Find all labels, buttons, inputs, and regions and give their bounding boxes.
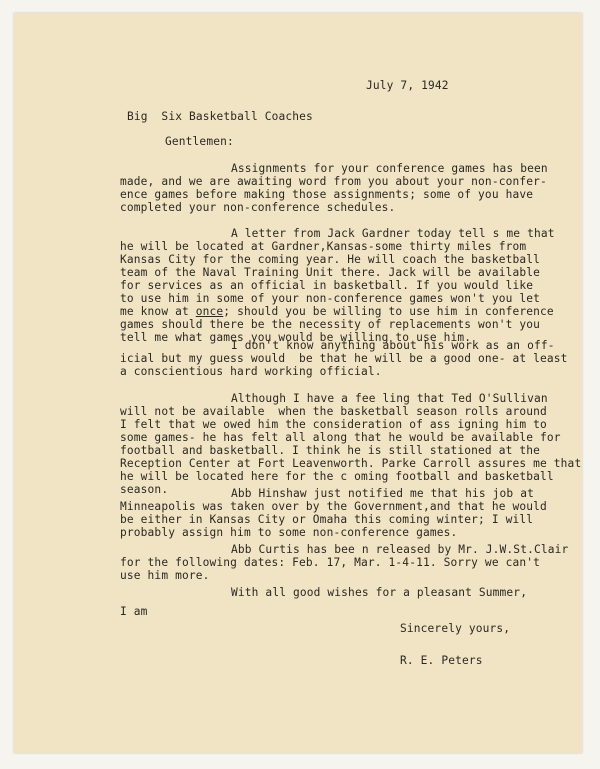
paragraph-line: for services as an official in basketball. If you would like bbox=[120, 279, 534, 292]
paragraph-line: some games- he has felt all along that he would be available for bbox=[120, 431, 561, 444]
paragraph-line: be either in Kansas City or Omaha this coming winter; I will bbox=[120, 513, 534, 526]
paragraph-3 bbox=[120, 339, 568, 378]
paragraph-line: made, and we are awaiting word from you about your non-confer- bbox=[120, 175, 547, 188]
paragraph-line: Abb Hinshaw just notified me that his job at bbox=[231, 487, 534, 500]
paragraph-line: Assignments for your conference games has been bbox=[231, 162, 548, 175]
paragraph-line: Abb Curtis has bee n released by Mr. J.W.St.Clair bbox=[231, 543, 569, 556]
paragraph-line: he will be located at Gardner,Kansas-some thirty miles from bbox=[120, 240, 527, 253]
paragraph-2 bbox=[120, 227, 554, 344]
paragraph-line: I felt that we owed him the consideration of ass igning him to bbox=[120, 418, 547, 431]
paragraph-line: A letter from Jack Gardner today tell s me that bbox=[231, 227, 555, 240]
paragraph-7 bbox=[120, 586, 528, 599]
paragraph-line: Minneapolis was taken over by the Government,and that he would bbox=[120, 500, 547, 513]
paragraph-4 bbox=[120, 392, 581, 496]
paragraph-line: Although I have a fee ling that Ted O'Sullivan bbox=[231, 392, 548, 405]
paragraph-line: Reception Center at Fort Leavenworth. Parke Carroll assures me that bbox=[120, 457, 582, 470]
paragraph-1 bbox=[120, 162, 547, 214]
paragraph-line: games should there be the necessity of replacements won't you bbox=[120, 318, 541, 331]
paragraph-line: icial but my guess would be that he will be a good one- at least bbox=[120, 352, 568, 365]
underlined-word: once bbox=[195, 305, 224, 318]
paragraph-6 bbox=[120, 543, 569, 582]
paragraph-line: I don't know anything about his work as an off- bbox=[231, 339, 555, 352]
paragraph-line bbox=[120, 305, 554, 318]
paragraph-line: use him more. bbox=[120, 569, 210, 582]
signature: R. E. Peters bbox=[400, 654, 483, 667]
closing-start: I am bbox=[120, 605, 148, 618]
paragraph-5 bbox=[120, 487, 547, 539]
paragraph-line: team of the Naval Training Unit there. Jack will be available bbox=[120, 266, 541, 279]
paragraph-line: to use him in some of your non-conference games won't you let bbox=[120, 292, 541, 305]
letter-page bbox=[14, 13, 582, 753]
paragraph-line: probably assign him to some non-conference games. bbox=[120, 526, 458, 539]
paragraph-line: completed your non-conference schedules. bbox=[120, 201, 396, 214]
letter-date: July 7, 1942 bbox=[366, 79, 449, 92]
paragraph-line: season. bbox=[120, 483, 169, 496]
paragraph-line: With all good wishes for a pleasant Summer, bbox=[231, 586, 528, 599]
paragraph-line: Kansas City for the coming year. He will coach the basketball bbox=[120, 253, 541, 266]
paragraph-line: for the following dates: Feb. 17, Mar. 1-4-11. Sorry we can't bbox=[120, 556, 541, 569]
paragraph-line-start: me know at bbox=[120, 305, 189, 318]
salutation: Gentlemen: bbox=[165, 135, 234, 148]
paragraph-line-end: ; should you be willing to use him in conference bbox=[223, 305, 554, 318]
paragraph-line: will not be available when the basketball season rolls around bbox=[120, 405, 547, 418]
paragraph-line: football and basketball. I think he is still stationed at the bbox=[120, 444, 541, 457]
closing: Sincerely yours, bbox=[400, 622, 511, 635]
paragraph-line: ence games before making those assignments; some of you have bbox=[120, 188, 534, 201]
paragraph-line: a conscientious hard working official. bbox=[120, 365, 382, 378]
paragraph-line: he will be located here for the c oming football and basketball bbox=[120, 470, 554, 483]
recipient-line: Big Six Basketball Coaches bbox=[127, 110, 313, 123]
paragraph-line: tell me what games you would be willing to use him. bbox=[120, 331, 472, 344]
